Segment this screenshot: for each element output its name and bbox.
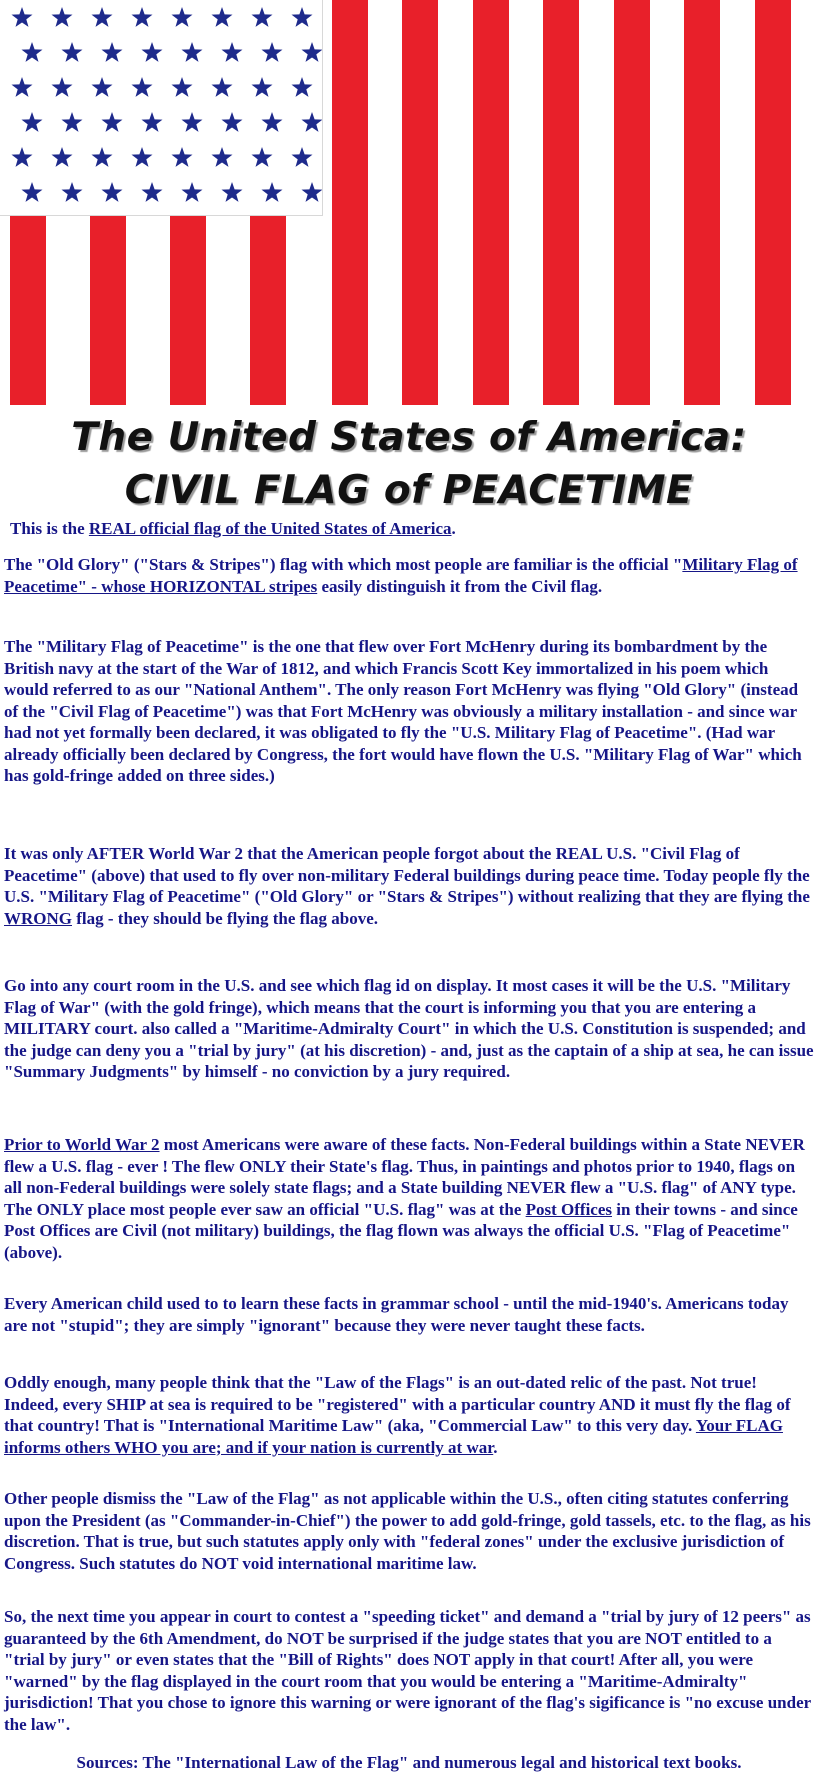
paragraph-3: The "Military Flag of Peacetime" is the one that flew over Fort McHenry during its bombardment by the British navy at the start of the War of 1812, and which Francis Scott Key immortalized in his poem which would referred to as our "National Anthem". The only reason Fort McHenry was flying "Old Glory" (instead of the "Civil Flag of Peacetime") was that Fort McHenry was obviously a military installation - and since war had not yet formally been declared, it was obligated to fly the "U.S. Military Flag of Peacetime". (Had war already officially been declared by Congress, the fort would have flown the U.S. "Military Flag of War" which has gold-fringe added on three sides.) xyxy=(4,637,802,785)
paragraph-1: This is the REAL official flag of the United States of America. xyxy=(10,519,456,538)
flag-stripe xyxy=(90,215,126,405)
star-icon xyxy=(132,7,153,27)
flag-stripe xyxy=(402,0,438,405)
star-icon xyxy=(222,112,243,132)
star-icon xyxy=(12,77,33,97)
paragraph-7: Every American child used to to learn these facts in grammar school - until the mid-1940's. Americans today are not "stupid"; they are simply "ignorant" because they were never taught these facts. xyxy=(4,1294,789,1335)
underlined-text: Military Flag of Peacetime" - whose HORIZONTAL stripes xyxy=(4,555,798,596)
flag-stripe xyxy=(543,0,579,405)
paragraph-2: The "Old Glory" ("Stars & Stripes") flag with which most people are familiar is the official "Military Flag of Peacetime" - whose HORIZONTAL stripes easily distinguish it from the Civil flag. xyxy=(4,555,798,596)
paragraph-8: Oddly enough, many people think that the "Law of the Flags" is an out-dated relic of the past. Not true! Indeed, every SHIP at sea is required to be "registered" with a particular country AND it must fly the flag of that country! That is "International Maritime Law" (aka, "Commercial Law" to this very day. Your FLAG informs others WHO you are; and if your nation is currently at war. xyxy=(4,1373,791,1457)
star-icon xyxy=(92,147,113,167)
star-icon xyxy=(172,147,193,167)
star-icon xyxy=(142,42,163,62)
paragraph-5: Go into any court room in the U.S. and see which flag id on display. It most cases it will be the U.S. "Military Flag of War" (with the gold fringe), which means that the court is informing you that you are entering a MILITARY court. also called a "Maritime-Admiralty Court" in which the U.S. Constitution is suspended; and the judge can deny you a "trial by jury" (at his discretion) - and, just as the captain of a ship at sea, he can issue "Summary Judgments" by himself - no conviction by a jury required. xyxy=(4,976,814,1081)
star-icon xyxy=(252,147,273,167)
star-icon xyxy=(212,147,233,167)
star-icon xyxy=(62,182,83,202)
star-icon xyxy=(302,112,323,132)
paragraph-6: Prior to World War 2 most Americans were aware of these facts. Non-Federal buildings within a State NEVER flew a U.S. flag - ever ! The flew ONLY their State's flag. Thus, in paintings and photos prior to 1940, flags on all non-Federal buildings were solely state flags; and a State building NEVER flew a "U.S. flag" of ANY type. The ONLY place most people ever saw an official "U.S. flag" was at the Post Offices in their towns - and since Post Offices are Civil (not military) buildings, the flag flown was always the official U.S. "Flag of Peacetime" (above). xyxy=(4,1135,805,1262)
star-icon xyxy=(132,77,153,97)
flag-stripe xyxy=(614,0,650,405)
star-icon xyxy=(22,42,43,62)
star-icon xyxy=(142,182,163,202)
sources-line: Sources: The "International Law of the Flag" and numerous legal and historical text books. xyxy=(76,1753,742,1772)
star-icon xyxy=(262,42,283,62)
star-icon xyxy=(12,7,33,27)
star-icon xyxy=(292,77,313,97)
flag-canton xyxy=(0,0,323,216)
underlined-text: REAL official flag of the United States of America xyxy=(88,519,452,538)
underlined-text: WRONG xyxy=(4,908,72,928)
star-icon xyxy=(302,182,323,202)
title-line-1: The United States of America: xyxy=(71,415,747,460)
star-icon xyxy=(102,42,123,62)
paragraph-10: So, the next time you appear in court to contest a "speeding ticket" and demand a "trial by jury of 12 peers" as guaranteed by the 6th Amendment, do NOT be surprised if the judge states that you are NOT entitled to a "trial by jury" or even states that the "Bill of Rights" does NOT apply in that court! After all, you were "warned" by the flag displayed in the court room that you would be entering a "Maritime-Admiralty" jurisdiction! That you chose to ignore this warning or were ignorant of the flag's sigificance is "no excuse under the law". xyxy=(4,1607,811,1734)
star-icon xyxy=(52,147,73,167)
star-icon xyxy=(302,42,323,62)
star-icon xyxy=(182,182,203,202)
paragraph-4: It was only AFTER World War 2 that the American people forgot about the REAL U.S. "Civil Flag of Peacetime" (above) that used to fly over non-military Federal buildings during peace time. Today people fly the U.S. "Military Flag of Peacetime" ("Old Glory" or "Stars & Stripes") without realizing that they are flying the WRONG flag - they should be flying the flag above. xyxy=(4,844,810,928)
star-icon xyxy=(102,182,123,202)
underlined-text: Post Offices xyxy=(525,1199,613,1219)
star-icon xyxy=(222,182,243,202)
flag-stripe xyxy=(250,215,286,405)
star-icon xyxy=(92,7,113,27)
flag-stripe xyxy=(10,215,46,405)
star-icon xyxy=(212,7,233,27)
star-icon xyxy=(142,112,163,132)
star-icon xyxy=(172,77,193,97)
flag-stripe xyxy=(684,0,720,405)
star-icon xyxy=(52,7,73,27)
paragraph-9: Other people dismiss the "Law of the Flag" as not applicable within the U.S., often citing statutes conferring upon the President (as "Commander-in-Chief") the power to add gold-fringe, gold tassels, etc. to the flag, as his discretion. That is true, but such statutes apply only with "federal zones" under the exclusive jurisdiction of Congress. Such statutes do NOT void international maritime law. xyxy=(4,1489,811,1573)
star-icon xyxy=(222,42,243,62)
star-icon xyxy=(172,7,193,27)
star-icon xyxy=(62,42,83,62)
star-icon xyxy=(52,77,73,97)
star-icon xyxy=(62,112,83,132)
star-icon xyxy=(262,112,283,132)
star-icon xyxy=(132,147,153,167)
flag-stripe xyxy=(473,0,509,405)
title-line-2: CIVIL FLAG of PEACETIME xyxy=(124,468,694,513)
star-icon xyxy=(262,182,283,202)
star-icon xyxy=(92,77,113,97)
star-icon xyxy=(212,77,233,97)
star-icon xyxy=(252,7,273,27)
civil-flag-image xyxy=(0,0,818,405)
star-icon xyxy=(12,147,33,167)
flag-stripe xyxy=(170,215,206,405)
star-icon xyxy=(182,112,203,132)
underlined-text: Prior to World War 2 xyxy=(4,1135,160,1154)
flag-stripe xyxy=(332,0,368,405)
star-icon xyxy=(252,77,273,97)
underlined-text: Your FLAG informs others WHO you are; and if your nation is currently at war xyxy=(4,1416,783,1457)
star-icon xyxy=(292,7,313,27)
star-icon xyxy=(102,112,123,132)
star-icon xyxy=(22,112,43,132)
star-icon xyxy=(182,42,203,62)
stars-field xyxy=(0,0,322,215)
star-icon xyxy=(292,147,313,167)
flag-stripe xyxy=(755,0,791,405)
star-icon xyxy=(22,182,43,202)
